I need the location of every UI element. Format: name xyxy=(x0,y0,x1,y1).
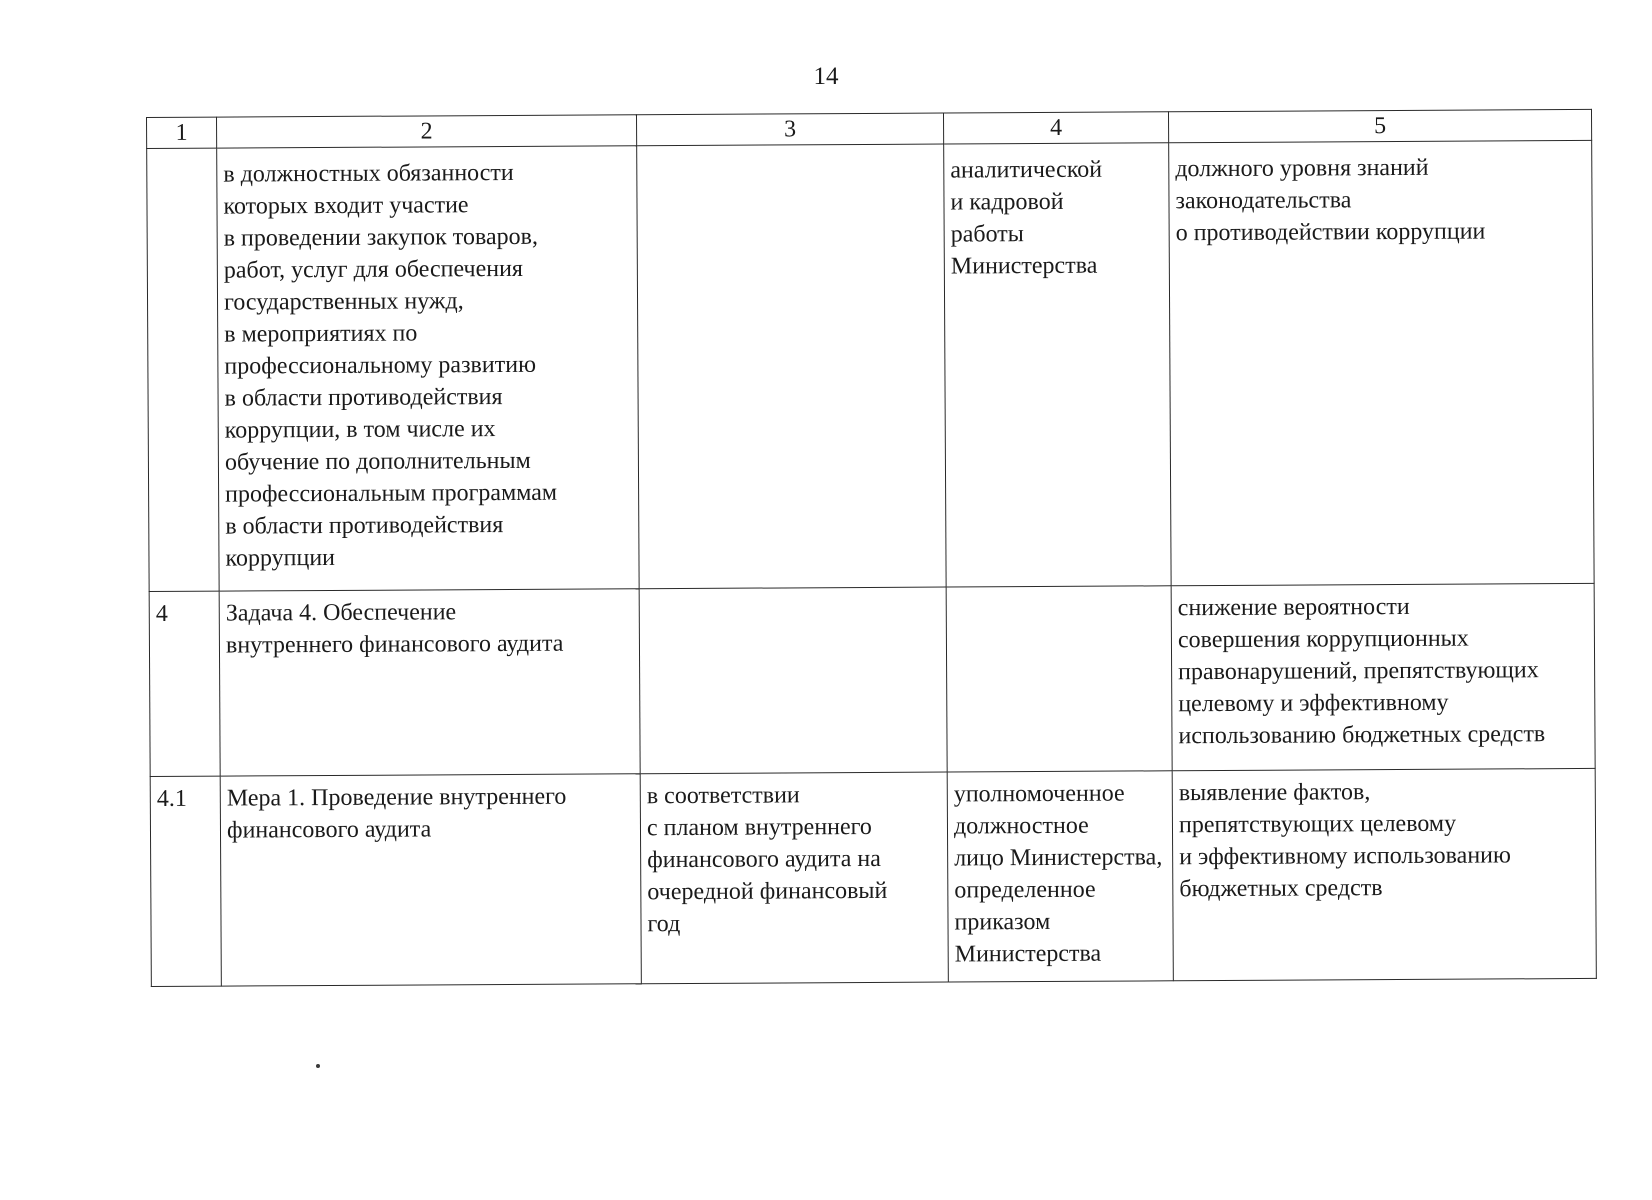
row-number-cell xyxy=(147,148,219,591)
scan-speck xyxy=(316,1064,320,1068)
responsible-cell: аналитической и кадровой работы Министерства xyxy=(944,143,1171,587)
row-number-cell: 4.1 xyxy=(150,776,221,986)
deadline-cell xyxy=(639,587,947,774)
result-cell: должного уровня знаний законодательства о противодействии коррупции xyxy=(1169,140,1594,585)
deadline-cell xyxy=(637,144,946,589)
page-number: 14 xyxy=(813,63,839,90)
table-row xyxy=(149,583,1595,776)
activity-cell: Задача 4. Обеспечение внутреннего финансового аудита xyxy=(219,589,640,776)
result-cell: снижение вероятности совершения коррупционных правонарушений, препятствующих целевому и эффективному использованию бюджетных средств xyxy=(1171,583,1595,770)
responsible-cell xyxy=(946,586,1172,772)
table-row xyxy=(147,140,1594,591)
responsible-cell: уполномоченное должностное лицо Министерства, определенное приказом Министерства xyxy=(947,771,1173,982)
activity-cell: Мера 1. Проведение внутреннего финансового аудита xyxy=(220,774,641,986)
activity-cell: в должностных обязанности которых входит участие в проведении закупок товаров, работ, услуг для обеспечения государственных нужд, в мероприятиях по профессиональному развитию в области противодействия коррупции, в том числе их обучение по дополнительным профессиональным программам в области противодействия коррупции xyxy=(217,146,639,591)
table-row xyxy=(150,768,1596,986)
column-header-3: 3 xyxy=(636,113,943,146)
deadline-cell: в соответствии с планом внутреннего финансового аудита на очередной финансовый год xyxy=(640,772,948,984)
column-header-4: 4 xyxy=(943,112,1168,144)
result-cell: выявление фактов, препятствующих целевому и эффективному использованию бюджетных средств xyxy=(1172,768,1596,980)
column-header-2: 2 xyxy=(217,115,637,148)
column-header-5: 5 xyxy=(1168,109,1591,142)
anticorruption-plan-table xyxy=(146,109,1597,987)
column-header-1: 1 xyxy=(147,117,217,148)
row-number-cell: 4 xyxy=(149,591,220,776)
